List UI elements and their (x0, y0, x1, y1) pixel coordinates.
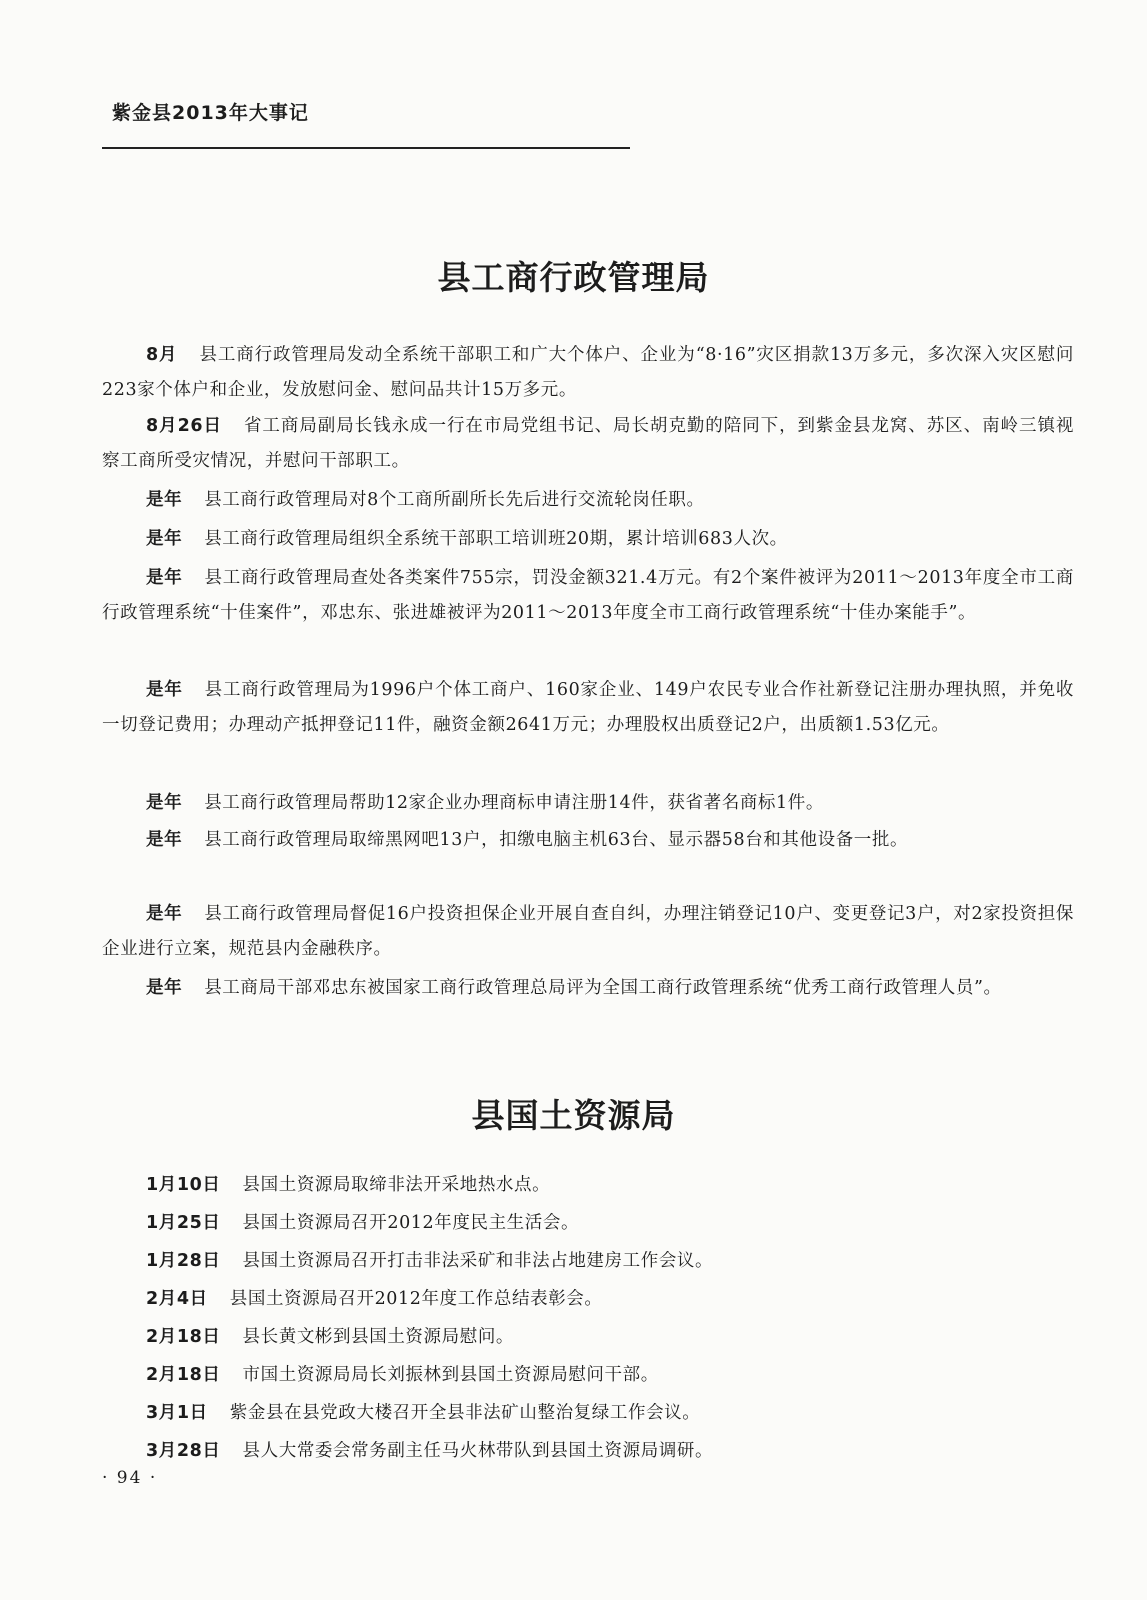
entry-text: 县长黄文彬到县国土资源局慰问。 (242, 1327, 515, 1347)
entry-text: 县国土资源局取缔非法开采地热水点。 (242, 1175, 551, 1195)
entry-date: 是年 (146, 568, 183, 588)
entry (102, 409, 1074, 479)
entry (146, 1358, 1076, 1393)
entry-date: 是年 (146, 680, 183, 700)
entry-text: 省工商局副局长钱永成一行在市局党组书记、局长胡克勤的陪同下，到紫金县龙窝、苏区、南岭三镇视察工商所受灾情况，并慰问干部职工。 (102, 416, 1075, 471)
entry-date: 是年 (146, 978, 183, 998)
entry-date: 1月28日 (146, 1251, 221, 1271)
entry-date: 1月10日 (146, 1175, 221, 1195)
entry-date: 2月4日 (146, 1289, 208, 1309)
entry (146, 1320, 1076, 1355)
entry-text: 县工商局干部邓忠东被国家工商行政管理总局评为全国工商行政管理系统“优秀工商行政管理人员”。 (204, 978, 1002, 998)
entry (102, 786, 1074, 821)
entry-text: 县工商行政管理局对8个工商所副所长先后进行交流轮岗任职。 (204, 490, 705, 510)
entry (146, 1168, 1076, 1203)
section-title-industry-commerce: 县工商行政管理局 (437, 258, 710, 297)
entry (146, 1244, 1076, 1279)
page-number: · 94 · (102, 1468, 158, 1488)
entry-date: 是年 (146, 904, 183, 924)
entry-text: 市国土资源局局长刘振林到县国土资源局慰问干部。 (242, 1365, 659, 1385)
entry-date: 3月1日 (146, 1403, 208, 1423)
entry-date: 2月18日 (146, 1327, 221, 1347)
entry-date: 8月 (146, 345, 178, 365)
entry-text: 县国土资源局召开打击非法采矿和非法占地建房工作会议。 (242, 1251, 714, 1271)
entry (102, 338, 1074, 408)
entry-text: 县工商行政管理局发动全系统干部职工和广大个体户、企业为“8·16”灾区捐款13万多元，多次深入灾区慰问223家个体户和企业，发放慰问金、慰问品共计15万多元。 (102, 345, 1074, 400)
entry (146, 1396, 1076, 1431)
entry (146, 1282, 1076, 1317)
entry-text: 县工商行政管理局组织全系统干部职工培训班20期，累计培训683人次。 (204, 529, 788, 549)
running-header: 紫金县2013年大事记 (112, 102, 309, 124)
entry-text: 县人大常委会常务副主任马火林带队到县国土资源局调研。 (242, 1441, 714, 1461)
entry-text: 紫金县在县党政大楼召开全县非法矿山整治复绿工作会议。 (229, 1403, 701, 1423)
entry-date: 是年 (146, 529, 183, 549)
entry (102, 673, 1074, 743)
entry-text: 县工商行政管理局帮助12家企业办理商标申请注册14件，获省著名商标1件。 (204, 793, 824, 813)
entry (102, 971, 1074, 1006)
entry-date: 是年 (146, 793, 183, 813)
section-title-land-resources: 县国土资源局 (471, 1096, 676, 1135)
entry-text: 县工商行政管理局为1996户个体工商户、160家企业、149户农民专业合作社新登记注册办理执照，并免收一切登记费用；办理动产抵押登记11件，融资金额2641万元；办理股权出质登记2户，出质额1.53亿元。 (102, 680, 1075, 735)
entry (102, 823, 1074, 858)
entry-text: 县工商行政管理局督促16户投资担保企业开展自查自纠，办理注销登记10户、变更登记3户，对2家投资担保企业进行立案，规范县内金融秩序。 (102, 904, 1074, 959)
entry (102, 897, 1074, 967)
entry-text: 县国土资源局召开2012年度工作总结表彰会。 (229, 1289, 603, 1309)
entry (102, 522, 1074, 557)
entry-date: 8月26日 (146, 416, 222, 436)
entry-date: 1月25日 (146, 1213, 221, 1233)
entry-text: 县工商行政管理局取缔黑网吧13户，扣缴电脑主机63台、显示器58台和其他设备一批。 (204, 830, 909, 850)
entry (146, 1434, 1076, 1469)
entry (102, 561, 1074, 631)
entry-text: 县工商行政管理局查处各类案件755宗，罚没金额321.4万元。有2个案件被评为2011～2013年度全市工商行政管理系统“十佳案件”，邓忠东、张进雄被评为2011～2013年度全市工商行政管理系统“十佳办案能手”。 (102, 568, 1075, 623)
entry (146, 1206, 1076, 1241)
entry-date: 2月18日 (146, 1365, 221, 1385)
entry-text: 县国土资源局召开2012年度民主生活会。 (242, 1213, 580, 1233)
header-rule (102, 147, 630, 149)
entry (102, 483, 1074, 518)
entry-date: 3月28日 (146, 1441, 221, 1461)
entry-date: 是年 (146, 830, 183, 850)
entry-date: 是年 (146, 490, 183, 510)
